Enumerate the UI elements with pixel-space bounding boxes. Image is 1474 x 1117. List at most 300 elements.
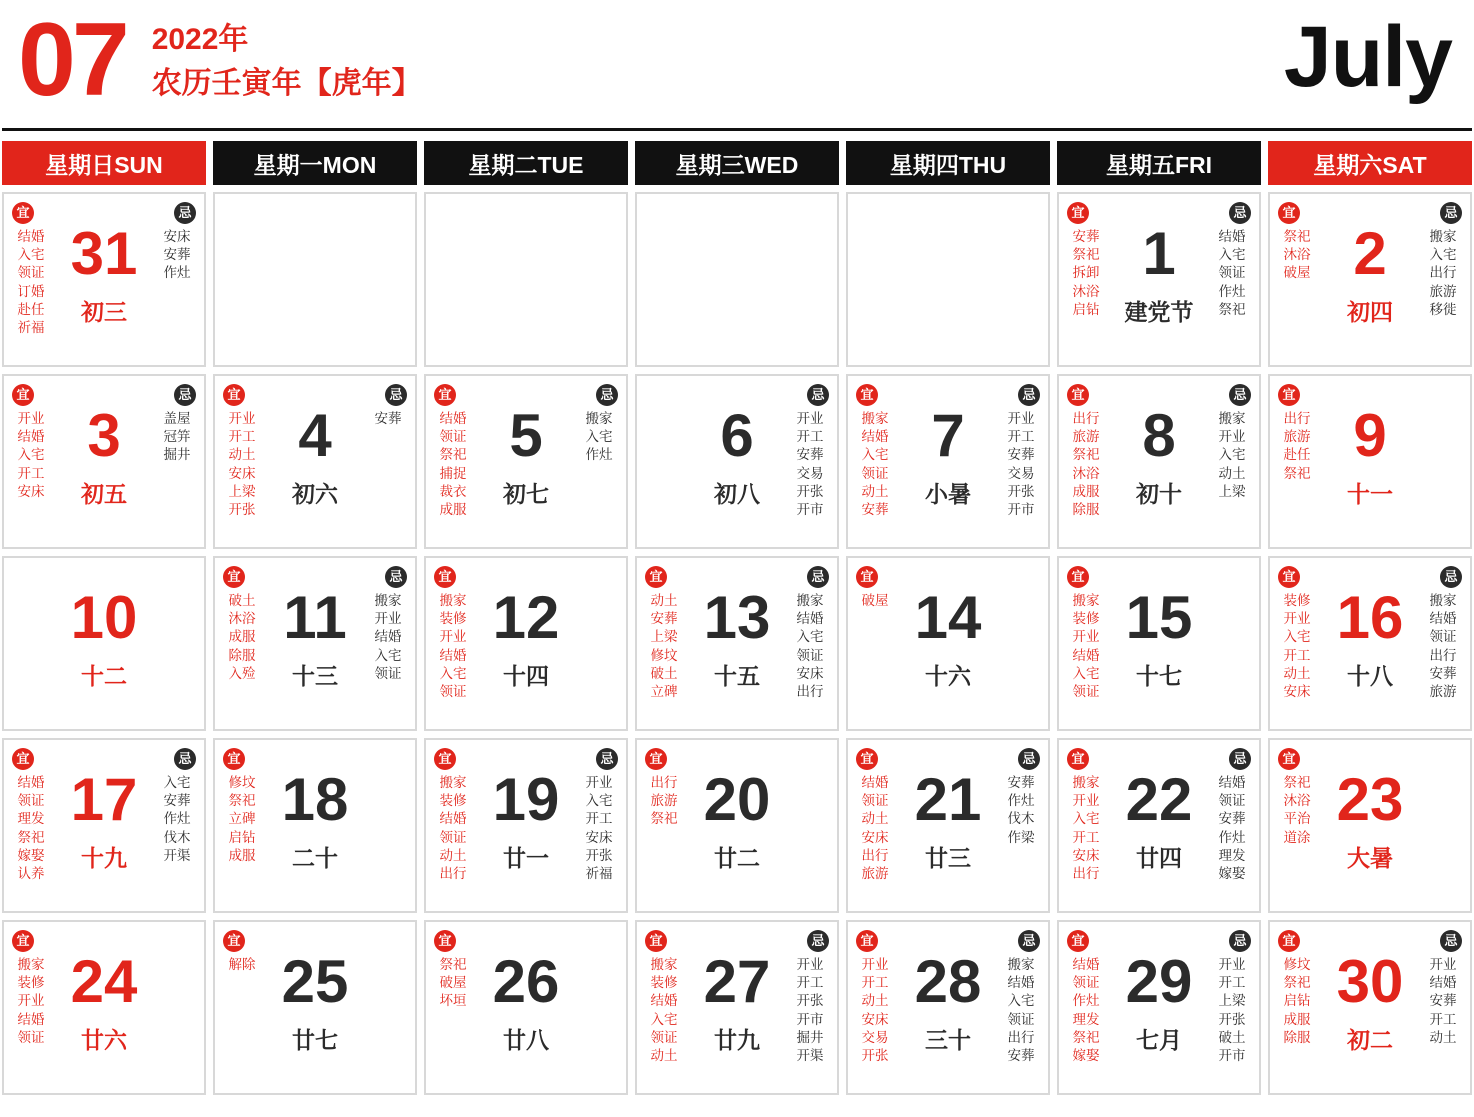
day-number: 15 bbox=[1125, 584, 1193, 651]
day-cell[interactable] bbox=[1268, 920, 1472, 1095]
day-lunar-label: 初二 bbox=[1347, 1027, 1393, 1053]
day-cell-empty bbox=[424, 192, 628, 367]
yi-badge: 宜 bbox=[645, 748, 667, 770]
day-number: 20 bbox=[703, 766, 771, 833]
yi-item: 结婚 bbox=[17, 229, 45, 244]
yi-item: 理发 bbox=[1072, 1011, 1100, 1027]
ji-item: 入宅 bbox=[1218, 247, 1246, 263]
ji-item: 移徙 bbox=[1429, 301, 1457, 317]
day-cell[interactable] bbox=[1268, 556, 1472, 731]
day-cell[interactable] bbox=[1057, 738, 1261, 913]
ji-item: 开工 bbox=[1218, 975, 1246, 991]
yi-badge: 宜 bbox=[12, 930, 34, 952]
yi-item: 破屋 bbox=[1283, 265, 1311, 281]
yi-item: 领证 bbox=[861, 465, 889, 481]
ji-item: 结婚 bbox=[374, 629, 402, 645]
day-lunar-label: 十三 bbox=[292, 663, 338, 689]
yi-badge: 宜 bbox=[1278, 566, 1300, 588]
ji-item: 结婚 bbox=[1218, 775, 1246, 790]
day-cell[interactable] bbox=[2, 738, 206, 913]
yi-item: 领证 bbox=[17, 265, 45, 281]
day-number: 12 bbox=[492, 584, 560, 651]
weekday-label: 星期一MON bbox=[253, 151, 377, 178]
yi-item: 入宅 bbox=[650, 1011, 678, 1027]
day-cell-empty bbox=[846, 192, 1050, 367]
yi-item: 入宅 bbox=[861, 447, 889, 463]
weekday-header-4 bbox=[846, 141, 1050, 185]
day-cell[interactable] bbox=[424, 556, 628, 731]
yi-item: 出行 bbox=[1072, 866, 1100, 882]
ji-item: 开业 bbox=[796, 957, 824, 972]
ji-item: 搬家 bbox=[585, 411, 613, 426]
yi-item: 旅游 bbox=[1283, 429, 1311, 445]
ji-badge: 忌 bbox=[1229, 384, 1251, 406]
yi-item: 除服 bbox=[1283, 1029, 1311, 1045]
day-cell[interactable] bbox=[424, 738, 628, 913]
day-cell[interactable] bbox=[1268, 738, 1472, 913]
yi-item: 搬家 bbox=[439, 593, 467, 608]
yi-item: 动土 bbox=[861, 993, 889, 1009]
ji-item: 上梁 bbox=[1218, 993, 1246, 1009]
yi-item: 动土 bbox=[1283, 665, 1311, 681]
yi-item: 除服 bbox=[1072, 502, 1100, 518]
ji-badge: 忌 bbox=[385, 384, 407, 406]
yi-badge: 宜 bbox=[645, 930, 667, 952]
ji-item: 入宅 bbox=[1429, 247, 1457, 263]
day-lunar-label: 初五 bbox=[81, 481, 127, 507]
yi-item: 平治 bbox=[1283, 811, 1311, 827]
yi-item: 拆卸 bbox=[1072, 265, 1100, 281]
yi-item: 开工 bbox=[228, 429, 256, 445]
yi-item: 开业 bbox=[17, 411, 45, 426]
ji-item: 开市 bbox=[1007, 502, 1035, 518]
day-lunar-label: 二十 bbox=[292, 845, 338, 871]
day-number: 26 bbox=[492, 948, 560, 1015]
day-cell[interactable] bbox=[213, 556, 417, 731]
weekday-label: 星期五FRI bbox=[1105, 151, 1213, 178]
yi-item: 修坟 bbox=[650, 647, 678, 663]
ji-item: 安葬 bbox=[1007, 447, 1035, 463]
yi-item: 祭祀 bbox=[1072, 1029, 1100, 1045]
day-cell[interactable] bbox=[635, 374, 839, 549]
day-cell[interactable] bbox=[1057, 192, 1261, 367]
month-name-english: July bbox=[1283, 9, 1452, 105]
ji-item: 入宅 bbox=[796, 629, 824, 645]
header-divider bbox=[2, 128, 1472, 131]
day-lunar-label: 廿四 bbox=[1136, 845, 1182, 871]
yi-item: 开业 bbox=[1283, 611, 1311, 627]
day-lunar-label: 七月 bbox=[1136, 1027, 1182, 1053]
ji-item: 动土 bbox=[1218, 465, 1246, 481]
yi-item: 动土 bbox=[228, 447, 256, 463]
day-lunar-label: 十九 bbox=[81, 845, 127, 871]
day-cell[interactable] bbox=[424, 374, 628, 549]
ji-item: 作灶 bbox=[163, 811, 191, 827]
yi-item: 祭祀 bbox=[439, 447, 467, 463]
yi-item: 开工 bbox=[17, 465, 45, 481]
ji-item: 出行 bbox=[1007, 1029, 1035, 1045]
ji-item: 领证 bbox=[1218, 265, 1246, 281]
yi-item: 祭祀 bbox=[1283, 775, 1311, 790]
yi-badge: 宜 bbox=[434, 566, 456, 588]
day-lunar-label: 三十 bbox=[925, 1027, 971, 1053]
day-cell[interactable] bbox=[213, 920, 417, 1095]
ji-item: 作梁 bbox=[1007, 829, 1035, 845]
weekday-header-2 bbox=[424, 141, 628, 185]
yi-badge: 宜 bbox=[223, 384, 245, 406]
day-cell[interactable] bbox=[2, 192, 206, 367]
day-number: 21 bbox=[914, 766, 982, 833]
day-number: 28 bbox=[914, 948, 982, 1015]
day-lunar-label: 廿二 bbox=[714, 845, 760, 871]
day-cell[interactable] bbox=[2, 374, 206, 549]
ji-item: 作灶 bbox=[1218, 829, 1246, 845]
yi-item: 旅游 bbox=[861, 866, 889, 882]
yi-item: 坏垣 bbox=[439, 993, 467, 1009]
day-lunar-label: 廿九 bbox=[714, 1027, 760, 1053]
ji-item: 安葬 bbox=[1007, 1048, 1035, 1064]
yi-item: 旅游 bbox=[1072, 429, 1100, 445]
yi-item: 开张 bbox=[228, 502, 256, 518]
ji-item: 开业 bbox=[1007, 411, 1035, 426]
yi-item: 搬家 bbox=[17, 957, 45, 972]
ji-item: 安床 bbox=[585, 829, 613, 845]
yi-item: 安床 bbox=[861, 1011, 889, 1027]
yi-item: 领证 bbox=[439, 684, 467, 700]
yi-item: 搬家 bbox=[861, 411, 889, 426]
ji-item: 安葬 bbox=[163, 793, 191, 809]
day-lunar-label: 建党节 bbox=[1124, 299, 1194, 325]
day-cell[interactable] bbox=[635, 920, 839, 1095]
ji-badge: 忌 bbox=[1018, 930, 1040, 952]
ji-item: 结婚 bbox=[1429, 611, 1457, 627]
yi-item: 破土 bbox=[228, 593, 256, 608]
day-number: 3 bbox=[87, 402, 121, 469]
ji-item: 开渠 bbox=[163, 847, 191, 863]
yi-item: 赴任 bbox=[17, 301, 45, 317]
yi-badge: 宜 bbox=[12, 202, 34, 224]
yi-item: 安床 bbox=[1283, 684, 1311, 700]
day-number: 16 bbox=[1336, 584, 1404, 651]
yi-item: 领证 bbox=[1072, 684, 1100, 700]
yi-item: 嫁娶 bbox=[17, 847, 45, 863]
yi-badge: 宜 bbox=[1067, 384, 1089, 406]
ji-item: 结婚 bbox=[1429, 975, 1457, 991]
day-number: 7 bbox=[931, 402, 965, 469]
ji-item: 结婚 bbox=[1218, 229, 1246, 244]
ji-item: 开工 bbox=[1429, 1011, 1457, 1027]
day-number: 2 bbox=[1353, 220, 1387, 287]
ji-item: 开市 bbox=[796, 1011, 824, 1027]
day-lunar-label: 初四 bbox=[1347, 299, 1393, 325]
yi-item: 安床 bbox=[228, 465, 256, 481]
yi-item: 领证 bbox=[650, 1029, 678, 1045]
day-number: 10 bbox=[70, 584, 138, 651]
day-lunar-label: 十八 bbox=[1347, 663, 1393, 689]
day-lunar-label: 廿八 bbox=[503, 1027, 549, 1053]
yi-item: 装修 bbox=[1283, 593, 1311, 608]
ji-item: 结婚 bbox=[796, 611, 824, 627]
weekday-header-6 bbox=[1268, 141, 1472, 185]
ji-badge: 忌 bbox=[1229, 748, 1251, 770]
yi-item: 安葬 bbox=[650, 611, 678, 627]
yi-item: 结婚 bbox=[650, 993, 678, 1009]
day-lunar-label: 廿三 bbox=[925, 845, 971, 871]
yi-item: 安床 bbox=[17, 483, 45, 499]
ji-badge: 忌 bbox=[1440, 202, 1462, 224]
yi-badge: 宜 bbox=[12, 748, 34, 770]
ji-item: 开工 bbox=[796, 975, 824, 991]
ji-item: 动土 bbox=[1429, 1029, 1457, 1045]
month-number: 07 bbox=[18, 2, 126, 118]
ji-item: 旅游 bbox=[1429, 684, 1457, 700]
yi-item: 启钻 bbox=[228, 829, 256, 845]
yi-item: 领证 bbox=[17, 1029, 45, 1045]
ji-item: 入宅 bbox=[1007, 993, 1035, 1009]
yi-item: 动土 bbox=[650, 1048, 678, 1064]
yi-item: 修坟 bbox=[228, 775, 256, 790]
ji-badge: 忌 bbox=[807, 930, 829, 952]
day-lunar-label: 廿一 bbox=[503, 845, 549, 871]
ji-item: 开张 bbox=[1007, 483, 1035, 499]
yi-item: 领证 bbox=[17, 793, 45, 809]
yi-item: 出行 bbox=[1283, 411, 1311, 426]
yi-item: 祭祀 bbox=[650, 811, 678, 827]
day-number: 29 bbox=[1125, 948, 1193, 1015]
yi-badge: 宜 bbox=[434, 748, 456, 770]
ji-item: 入宅 bbox=[374, 647, 402, 663]
yi-item: 出行 bbox=[861, 847, 889, 863]
calendar-header bbox=[0, 0, 1474, 128]
yi-badge: 宜 bbox=[1067, 930, 1089, 952]
yi-item: 结婚 bbox=[17, 775, 45, 790]
yi-item: 破土 bbox=[650, 665, 678, 681]
day-number: 14 bbox=[914, 584, 982, 651]
ji-badge: 忌 bbox=[1440, 930, 1462, 952]
yi-item: 上梁 bbox=[650, 629, 678, 645]
yi-item: 结婚 bbox=[439, 811, 467, 827]
yi-item: 搬家 bbox=[439, 775, 467, 790]
day-number: 1 bbox=[1142, 220, 1176, 287]
day-lunar-label: 廿七 bbox=[292, 1027, 338, 1053]
day-cell[interactable] bbox=[1057, 556, 1261, 731]
yi-badge: 宜 bbox=[856, 930, 878, 952]
yi-item: 开工 bbox=[1072, 829, 1100, 845]
yi-item: 开业 bbox=[17, 993, 45, 1009]
yi-badge: 宜 bbox=[856, 384, 878, 406]
yi-item: 祭祀 bbox=[228, 793, 256, 809]
ji-item: 开张 bbox=[796, 993, 824, 1009]
yi-badge: 宜 bbox=[1278, 930, 1300, 952]
ji-item: 开业 bbox=[796, 411, 824, 426]
yi-item: 祭祀 bbox=[1072, 447, 1100, 463]
day-number: 27 bbox=[703, 948, 771, 1015]
day-lunar-label: 大暑 bbox=[1347, 845, 1393, 871]
ji-badge: 忌 bbox=[1229, 202, 1251, 224]
yi-item: 入宅 bbox=[17, 447, 45, 463]
ji-item: 安葬 bbox=[1218, 811, 1246, 827]
ji-badge: 忌 bbox=[596, 384, 618, 406]
yi-item: 开业 bbox=[439, 629, 467, 645]
ji-item: 领证 bbox=[1007, 1011, 1035, 1027]
day-lunar-label: 小暑 bbox=[925, 481, 971, 507]
day-cell[interactable] bbox=[635, 738, 839, 913]
day-number: 19 bbox=[492, 766, 560, 833]
weekday-label: 星期三WED bbox=[675, 151, 799, 178]
yi-badge: 宜 bbox=[223, 566, 245, 588]
weekday-label: 星期四THU bbox=[889, 151, 1007, 178]
yi-item: 结婚 bbox=[1072, 957, 1100, 972]
ji-item: 开工 bbox=[796, 429, 824, 445]
ji-item: 领证 bbox=[1429, 629, 1457, 645]
day-lunar-label: 初六 bbox=[292, 481, 338, 507]
ji-badge: 忌 bbox=[807, 384, 829, 406]
yi-badge: 宜 bbox=[223, 748, 245, 770]
ji-item: 作灶 bbox=[1007, 793, 1035, 809]
ji-item: 入宅 bbox=[1218, 447, 1246, 463]
yi-item: 赴任 bbox=[1283, 447, 1311, 463]
day-cell[interactable] bbox=[424, 920, 628, 1095]
yi-item: 祭祀 bbox=[439, 957, 467, 972]
ji-item: 开业 bbox=[374, 611, 402, 627]
yi-item: 领证 bbox=[861, 793, 889, 809]
calendar-days-grid bbox=[0, 185, 1474, 1095]
day-number: 8 bbox=[1142, 402, 1176, 469]
yi-item: 搬家 bbox=[650, 957, 678, 972]
ji-badge: 忌 bbox=[1018, 748, 1040, 770]
ji-item: 开业 bbox=[1429, 957, 1457, 972]
day-lunar-label: 十七 bbox=[1136, 663, 1182, 689]
ji-item: 开渠 bbox=[796, 1048, 824, 1064]
yi-badge: 宜 bbox=[645, 566, 667, 588]
ji-item: 搬家 bbox=[1429, 593, 1457, 608]
ji-item: 交易 bbox=[1007, 465, 1035, 481]
day-number: 4 bbox=[298, 402, 332, 469]
yi-item: 结婚 bbox=[1072, 647, 1100, 663]
ji-item: 结婚 bbox=[1007, 975, 1035, 991]
yi-item: 装修 bbox=[439, 611, 467, 627]
day-cell[interactable] bbox=[846, 556, 1050, 731]
day-cell[interactable] bbox=[213, 374, 417, 549]
ji-item: 入宅 bbox=[163, 775, 191, 790]
yi-item: 破屋 bbox=[861, 593, 889, 608]
day-number: 24 bbox=[70, 948, 138, 1015]
yi-item: 祭祀 bbox=[1072, 247, 1100, 263]
ji-badge: 忌 bbox=[385, 566, 407, 588]
day-cell[interactable] bbox=[846, 374, 1050, 549]
day-cell[interactable] bbox=[1057, 374, 1261, 549]
ji-item: 开业 bbox=[1218, 429, 1246, 445]
yi-item: 领证 bbox=[439, 829, 467, 845]
yi-badge: 宜 bbox=[434, 930, 456, 952]
day-number: 13 bbox=[703, 584, 771, 651]
yi-item: 动土 bbox=[439, 847, 467, 863]
yi-item: 解除 bbox=[228, 957, 256, 972]
ji-badge: 忌 bbox=[1018, 384, 1040, 406]
ji-item: 领证 bbox=[374, 665, 402, 681]
weekday-header-5 bbox=[1057, 141, 1261, 185]
ji-item: 破土 bbox=[1218, 1029, 1246, 1045]
day-number: 6 bbox=[720, 402, 754, 469]
ji-item: 上梁 bbox=[1218, 483, 1246, 499]
yi-item: 沐浴 bbox=[1283, 247, 1311, 263]
yi-item: 安床 bbox=[1072, 847, 1100, 863]
weekday-header-3 bbox=[635, 141, 839, 185]
ji-item: 安葬 bbox=[796, 447, 824, 463]
ji-item: 入宅 bbox=[585, 793, 613, 809]
ji-item: 开张 bbox=[585, 847, 613, 863]
day-number: 11 bbox=[283, 584, 347, 651]
day-number: 30 bbox=[1336, 948, 1404, 1015]
yi-badge: 宜 bbox=[1067, 202, 1089, 224]
yi-item: 立碑 bbox=[650, 684, 678, 700]
ji-item: 出行 bbox=[796, 684, 824, 700]
yi-item: 祭祀 bbox=[1283, 465, 1311, 481]
yi-item: 安床 bbox=[861, 829, 889, 845]
yi-item: 祭祀 bbox=[17, 829, 45, 845]
ji-item: 安葬 bbox=[1007, 775, 1035, 790]
ji-item: 开业 bbox=[585, 775, 613, 790]
day-cell-empty bbox=[635, 192, 839, 367]
day-number: 23 bbox=[1336, 766, 1404, 833]
day-cell[interactable] bbox=[1057, 920, 1261, 1095]
day-lunar-label: 廿六 bbox=[81, 1027, 127, 1053]
yi-item: 捕捉 bbox=[439, 465, 467, 481]
day-lunar-label: 初七 bbox=[503, 481, 549, 507]
yi-item: 除服 bbox=[228, 647, 256, 663]
ji-item: 冠笄 bbox=[163, 429, 191, 445]
day-cell[interactable] bbox=[846, 738, 1050, 913]
day-cell[interactable] bbox=[1268, 192, 1472, 367]
yi-item: 沐浴 bbox=[1283, 793, 1311, 809]
ji-item: 出行 bbox=[1429, 647, 1457, 663]
yi-item: 安葬 bbox=[1072, 229, 1100, 244]
day-number: 9 bbox=[1353, 402, 1387, 469]
day-cell[interactable] bbox=[635, 556, 839, 731]
yi-badge: 宜 bbox=[856, 748, 878, 770]
yi-item: 立碑 bbox=[228, 811, 256, 827]
ji-item: 伐木 bbox=[1007, 811, 1035, 827]
yi-item: 上梁 bbox=[228, 483, 256, 499]
day-cell[interactable] bbox=[1268, 374, 1472, 549]
yi-badge: 宜 bbox=[1067, 566, 1089, 588]
yi-item: 结婚 bbox=[861, 775, 889, 790]
weekday-header-row bbox=[0, 141, 1474, 185]
ji-item: 搬家 bbox=[374, 593, 402, 608]
yi-item: 领证 bbox=[1072, 975, 1100, 991]
ji-badge: 忌 bbox=[174, 748, 196, 770]
yi-item: 入宅 bbox=[1283, 629, 1311, 645]
day-cell[interactable] bbox=[2, 920, 206, 1095]
day-cell[interactable] bbox=[213, 738, 417, 913]
yi-item: 启钻 bbox=[1072, 301, 1100, 317]
weekday-label: 星期六SAT bbox=[1313, 151, 1427, 178]
day-cell[interactable] bbox=[846, 920, 1050, 1095]
ji-item: 嫁娶 bbox=[1218, 866, 1246, 882]
yi-item: 装修 bbox=[650, 975, 678, 991]
yi-item: 沐浴 bbox=[1072, 283, 1100, 299]
yi-badge: 宜 bbox=[856, 566, 878, 588]
yi-item: 开业 bbox=[228, 411, 256, 426]
ji-item: 入宅 bbox=[585, 429, 613, 445]
yi-item: 出行 bbox=[1072, 411, 1100, 426]
day-number: 17 bbox=[70, 766, 138, 833]
day-cell[interactable] bbox=[2, 556, 206, 731]
yi-item: 结婚 bbox=[439, 411, 467, 426]
weekday-label: 星期日SUN bbox=[45, 151, 163, 178]
day-cell-empty bbox=[213, 192, 417, 367]
ji-item: 搬家 bbox=[796, 593, 824, 608]
